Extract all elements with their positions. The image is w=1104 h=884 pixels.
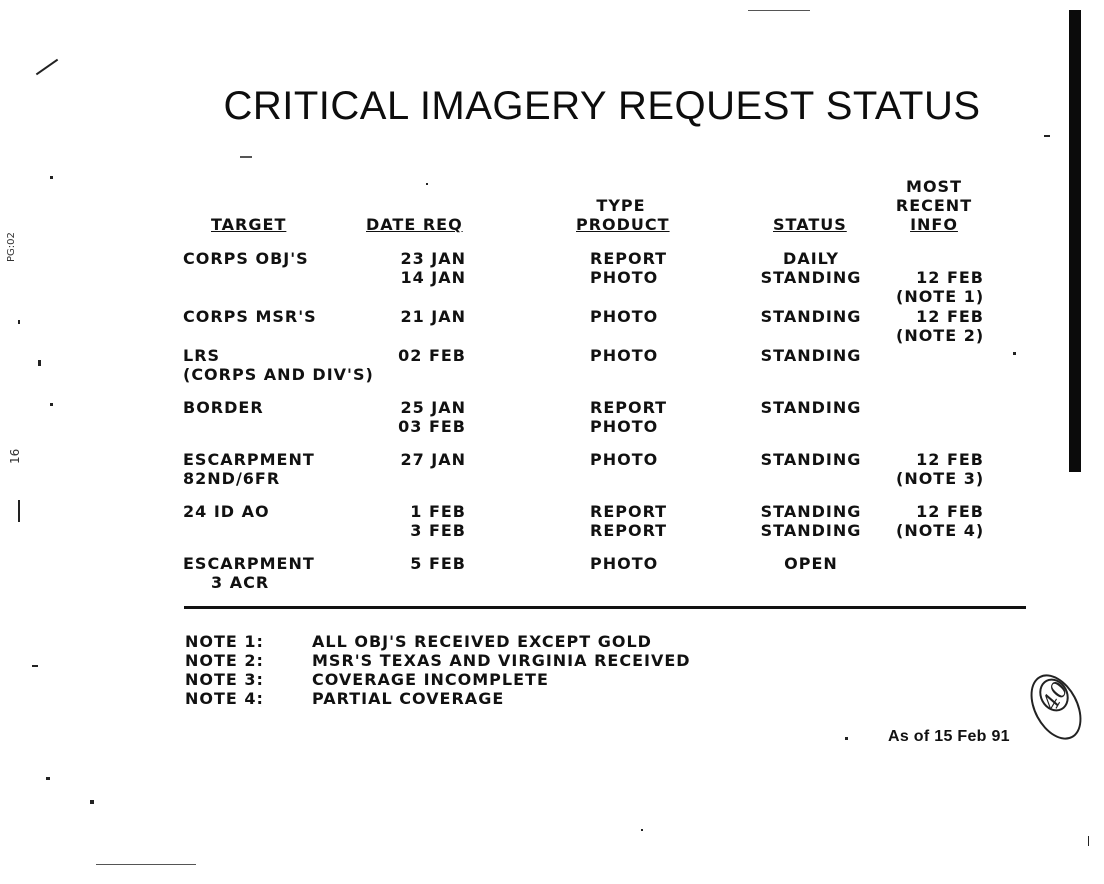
row-5-status: STANDING (760, 450, 862, 469)
margin-mark-16: 16 (8, 448, 22, 464)
col-header-most: MOST (906, 177, 962, 196)
row-4-status: STANDING (760, 398, 862, 417)
scan-speck (641, 829, 643, 831)
row-2-info: 12 FEB (916, 307, 984, 326)
as-of-date: As of 15 Feb 91 (888, 728, 1010, 745)
row-3-status: STANDING (760, 346, 862, 365)
row-1-target: CORPS OBJ'S (183, 249, 309, 268)
row-6-status: STANDING (760, 502, 862, 521)
scan-speck (1088, 836, 1089, 846)
col-header-date-req: DATE REQ (366, 215, 463, 234)
scan-speck (426, 183, 428, 185)
row-5-product: PHOTO (590, 450, 659, 469)
row-3-product: PHOTO (590, 346, 659, 365)
row-5-target: ESCARPMENT (183, 450, 315, 469)
scan-speck (1013, 352, 1016, 355)
row-5-date: 27 JAN (400, 450, 466, 469)
col-header-recent: RECENT (895, 196, 973, 215)
note-1-text: ALL OBJ'S RECEIVED EXCEPT GOLD (312, 632, 652, 651)
scan-speck (46, 777, 50, 780)
scan-speck (18, 320, 20, 324)
scan-speck (748, 10, 810, 11)
row-3-date: 02 FEB (398, 346, 466, 365)
row-1-status-2: STANDING (760, 268, 862, 287)
col-header-type: TYPE (596, 196, 646, 215)
row-2-info-note: (NOTE 2) (896, 326, 985, 345)
row-5-info-note: (NOTE 3) (896, 469, 985, 488)
row-1-status: DAILY (783, 249, 839, 268)
row-1-date: 23 JAN (400, 249, 466, 268)
note-2-label: NOTE 2: (185, 651, 264, 670)
scan-speck (96, 864, 196, 865)
col-header-status: STATUS (773, 215, 847, 234)
row-1-date-2: 14 JAN (400, 268, 466, 287)
row-3-target: LRS (183, 346, 221, 365)
margin-mark-pg: PG:02 (6, 232, 17, 262)
scan-speck (845, 737, 848, 740)
row-1-product-2: PHOTO (590, 268, 659, 287)
table-divider (184, 606, 1026, 609)
row-3-target-2: (CORPS AND DIV'S) (183, 365, 374, 384)
row-2-date: 21 JAN (400, 307, 466, 326)
note-2-text: MSR'S TEXAS AND VIRGINIA RECEIVED (312, 651, 691, 670)
row-6-product: REPORT (590, 502, 668, 521)
row-6-info-note: (NOTE 4) (896, 521, 985, 540)
row-7-target: ESCARPMENT (183, 554, 315, 573)
row-1-product: REPORT (590, 249, 668, 268)
row-6-date: 1 FEB (410, 502, 466, 521)
row-4-product: REPORT (590, 398, 668, 417)
row-4-date-2: 03 FEB (398, 417, 466, 436)
scan-speck (240, 156, 252, 158)
row-4-target: BORDER (183, 398, 264, 417)
scan-speck (18, 500, 20, 522)
row-6-status-2: STANDING (760, 521, 862, 540)
note-3-text: COVERAGE INCOMPLETE (312, 670, 549, 689)
scan-speck (50, 403, 53, 406)
scan-speck (36, 59, 58, 76)
row-6-info: 12 FEB (916, 502, 984, 521)
row-7-target-2: 3 ACR (211, 573, 270, 592)
row-7-date: 5 FEB (410, 554, 466, 573)
note-1-label: NOTE 1: (185, 632, 264, 651)
row-2-product: PHOTO (590, 307, 659, 326)
col-header-info: INFO (910, 215, 958, 234)
scan-speck (32, 665, 38, 667)
page-title: CRITICAL IMAGERY REQUEST STATUS (223, 84, 981, 128)
row-4-date: 25 JAN (400, 398, 466, 417)
col-header-product: PRODUCT (576, 215, 670, 234)
scan-speck (90, 800, 94, 804)
col-header-target: TARGET (211, 215, 287, 234)
note-4-label: NOTE 4: (185, 689, 264, 708)
note-3-label: NOTE 3: (185, 670, 264, 689)
scan-edge-bar (1069, 10, 1081, 472)
row-4-product-2: PHOTO (590, 417, 659, 436)
row-5-info: 12 FEB (916, 450, 984, 469)
scan-speck (38, 360, 41, 366)
row-6-target: 24 ID AO (183, 502, 270, 521)
row-7-product: PHOTO (590, 554, 659, 573)
stamp-number: 40 (1038, 678, 1074, 715)
scan-speck (50, 176, 53, 179)
row-2-status: STANDING (760, 307, 862, 326)
scan-speck (1044, 135, 1050, 137)
row-2-target: CORPS MSR'S (183, 307, 317, 326)
row-6-date-2: 3 FEB (410, 521, 466, 540)
row-1-info: 12 FEB (916, 268, 984, 287)
row-6-product-2: REPORT (590, 521, 668, 540)
note-4-text: PARTIAL COVERAGE (312, 689, 505, 708)
row-5-target-2: 82ND/6FR (183, 469, 281, 488)
row-7-status: OPEN (784, 554, 838, 573)
row-1-info-note: (NOTE 1) (896, 287, 985, 306)
